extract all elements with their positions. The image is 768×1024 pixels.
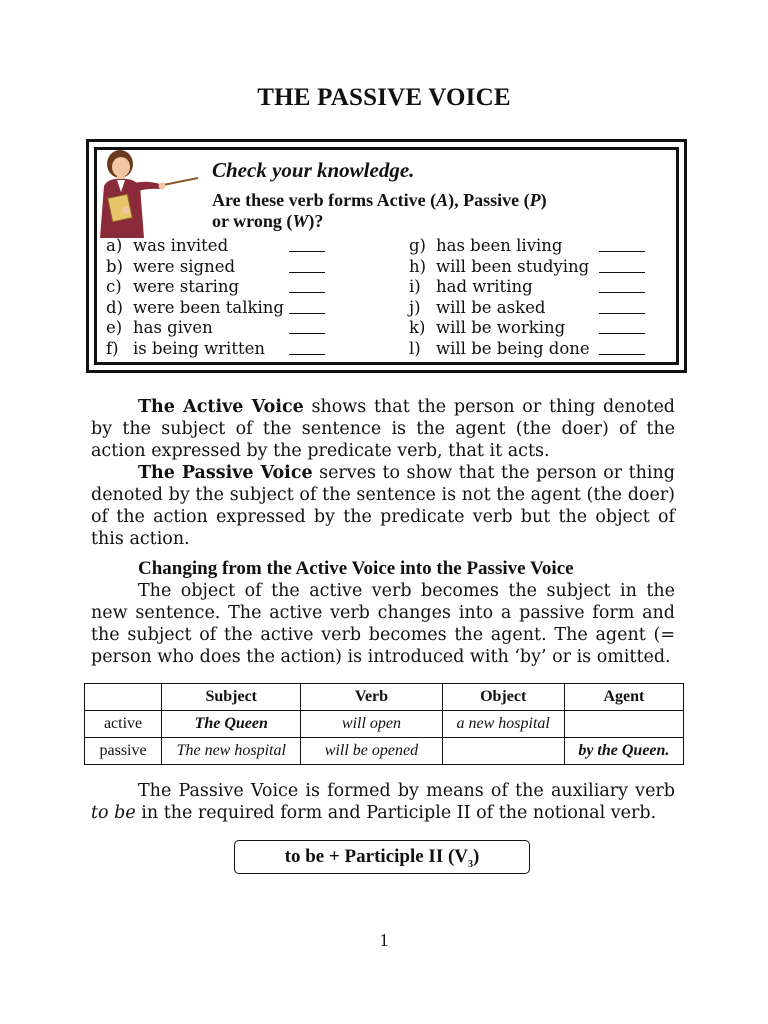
table-header: Verb [301, 684, 442, 711]
quiz-items-left [106, 236, 336, 359]
table-cell [442, 738, 564, 765]
answer-blank[interactable] [599, 339, 645, 355]
quiz-item: c) were staring [106, 277, 336, 298]
quiz-item: k) will be working [409, 318, 649, 339]
table-cell: active [85, 711, 162, 738]
table-header-row [85, 684, 684, 711]
table-cell: passive [85, 738, 162, 765]
answer-blank[interactable] [289, 236, 325, 252]
quiz-item: i) had writing [409, 277, 649, 298]
table-cell: will be opened [301, 738, 442, 765]
answer-blank[interactable] [599, 257, 645, 273]
passive-voice-paragraph: The Passive Voice serves to show that the person or thing denoted by the subject of the sentence is not the agent (the doer) of the action expressed by the predicate verb but the object of this action. [91, 463, 675, 549]
answer-blank[interactable] [599, 277, 645, 293]
quiz-item: f) is being written [106, 339, 336, 360]
quiz-item: e) has given [106, 318, 336, 339]
table-cell [564, 711, 683, 738]
formula-box: to be + Participle II $(V_3)$ [234, 840, 530, 874]
table-header: Object [442, 684, 564, 711]
quiz-item: h) will been studying [409, 257, 649, 278]
answer-blank[interactable] [289, 339, 325, 355]
page-number: 1 [379, 930, 389, 950]
table-cell: will open [301, 711, 442, 738]
quiz-item: g) has been living [409, 236, 649, 257]
formation-paragraph: The Passive Voice is formed by means of the auxiliary verb to be in the required form and Participle II of the notional verb. [91, 781, 675, 823]
table-header [85, 684, 162, 711]
quiz-item: a) was invited [106, 236, 336, 257]
teacher-illustration [98, 148, 202, 238]
table-row [85, 711, 684, 738]
table-cell: The new hospital [162, 738, 301, 765]
quiz-item: l) will be being done [409, 339, 649, 360]
quiz-heading: Check your knowledge. [212, 158, 415, 182]
answer-blank[interactable] [599, 298, 645, 314]
section-heading: Changing from the Active Voice into the Passive Voice [138, 558, 574, 579]
quiz-item: j) will be asked [409, 298, 649, 319]
changing-paragraph: The object of the active verb becomes the subject in the new sentence. The active verb changes into a passive form and the subject of the active verb becomes the agent. The agent (= person who does the action) is introduced with ‘by’ or is omitted. [91, 581, 675, 667]
table-cell: a new hospital [442, 711, 564, 738]
table-header: Agent [564, 684, 683, 711]
answer-blank[interactable] [289, 277, 325, 293]
page-title: THE PASSIVE VOICE [257, 84, 511, 111]
quiz-question: Are these verb forms Active (A), Passive (P) or wrong (W)? [212, 190, 547, 231]
active-voice-paragraph: The Active Voice shows that the person or thing denoted by the subject of the sentence is the agent (the doer) of the action expressed by the predicate verb, that it acts. [91, 397, 676, 461]
quiz-items-right [409, 236, 649, 359]
answer-blank[interactable] [599, 318, 645, 334]
table-cell: by the Queen. [564, 738, 683, 765]
table-row [85, 738, 684, 765]
table-cell: The Queen [162, 711, 301, 738]
voice-comparison-table [84, 683, 684, 765]
table-header: Subject [162, 684, 301, 711]
answer-blank[interactable] [289, 318, 325, 334]
quiz-item: d) were been talking [106, 298, 336, 319]
answer-blank[interactable] [289, 298, 325, 314]
answer-blank[interactable] [289, 257, 325, 273]
quiz-item: b) were signed [106, 257, 336, 278]
answer-blank[interactable] [599, 236, 645, 252]
